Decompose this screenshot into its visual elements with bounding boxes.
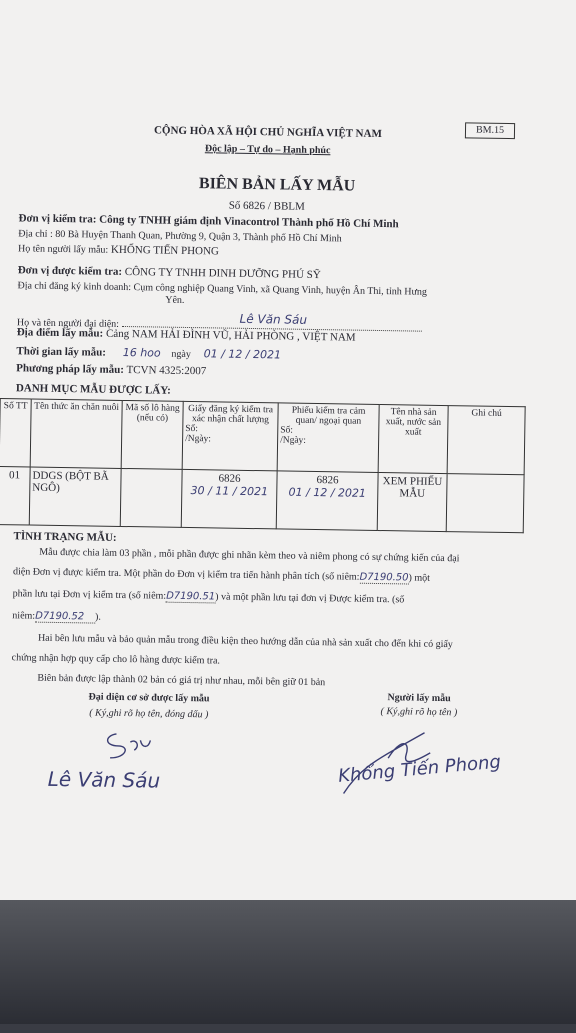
inspector-org-line bbox=[18, 212, 398, 230]
header-lot: Mã số lô hàng (nếu có) bbox=[121, 400, 183, 469]
header-motto: Độc lập – Tự do – Hạnh phúc bbox=[204, 143, 331, 157]
sample-table bbox=[0, 398, 526, 533]
header-name: Tên thức ăn chăn nuôi bbox=[30, 399, 122, 468]
status-line-6: chứng nhận hợp quy cấp cho lô hàng được kiểm tra. bbox=[11, 652, 221, 667]
header-check: Phiếu kiểm tra cảm quan/ ngoại quan Số: /Ngày: bbox=[277, 403, 379, 473]
left-signature-mark bbox=[96, 730, 157, 765]
cell-stt: 01 bbox=[0, 467, 30, 525]
business-address-cont: Yên. bbox=[165, 294, 185, 306]
cell-producer: XEM PHIẾU MẪU bbox=[377, 472, 447, 531]
header-reg-ngay: /Ngày: bbox=[185, 433, 212, 445]
sampler-name: KHỔNG TIẾN PHONG bbox=[110, 243, 220, 258]
form-code: BM.15 bbox=[475, 124, 505, 136]
inspected-org-label: Đơn vị được kiểm tra: bbox=[17, 264, 123, 278]
seal-2: D7190.51 bbox=[166, 590, 216, 603]
method-line bbox=[16, 362, 206, 377]
header-check-so: Số: bbox=[280, 425, 294, 436]
sign-left-note: ( Ký,ghi rõ họ tên, đóng dấu ) bbox=[89, 707, 209, 721]
cell-reg-no: 6826 bbox=[218, 472, 241, 485]
page-title: BIÊN BẢN LẤY MẪU bbox=[198, 175, 356, 195]
left-signer-name: Lê Văn Sáu bbox=[47, 766, 161, 793]
sign-right-title: Người lấy mẫu bbox=[387, 692, 451, 705]
status-line-3: phần lưu tại Đơn vị kiểm tra (số niêm:D7190.51) và một phần lưu tại đơn vị Được kiểm tra. (số bbox=[12, 588, 405, 606]
cell-check-no: 6826 bbox=[316, 474, 339, 487]
status-line-4: niêm:D7190.52 ). bbox=[12, 610, 102, 623]
date-value: 01 / 12 / 2021 bbox=[203, 347, 282, 362]
method-label: Phương pháp lấy mẫu: bbox=[16, 362, 125, 376]
table-row bbox=[0, 467, 524, 533]
table-header-row bbox=[0, 399, 525, 475]
time-label: Thời gian lấy mẫu: bbox=[16, 345, 107, 359]
inspector-org-label: Đơn vị kiểm tra: bbox=[18, 212, 97, 226]
sign-right-note: ( Ký,ghi rõ họ tên ) bbox=[380, 706, 458, 719]
header-registration: Giấy đăng ký kiểm tra xác nhận chất lượng Số: /Ngày: bbox=[182, 401, 278, 470]
date-label: ngày bbox=[171, 348, 191, 361]
inspected-org-line bbox=[18, 264, 321, 281]
header-country: CỘNG HÒA XÃ HỘI CHỦ NGHĨA VIỆT NAM bbox=[153, 124, 382, 141]
list-title: DANH MỤC MẪU ĐƯỢC LẤY: bbox=[15, 382, 171, 397]
sampler-line bbox=[18, 242, 219, 257]
time-line bbox=[16, 344, 281, 361]
cell-registration bbox=[181, 469, 277, 528]
sign-left-title: Đại diện cơ sở được lấy mẫu bbox=[88, 691, 210, 705]
sampler-label: Họ tên người lấy mẫu: bbox=[18, 243, 109, 256]
form-code-box bbox=[465, 122, 515, 139]
status-line-1: Mẫu được chia làm 03 phần , mỗi phần được ghi nhãn kèm theo và niêm phong có sự chứng kiến của đại bbox=[39, 546, 460, 565]
business-address: Địa chỉ đăng ký kinh doanh: Cụm công nghiệp Quang Vinh, xã Quang Vinh, huyện Ân Thi, tỉnh Hưng bbox=[17, 280, 428, 298]
header-check-ngay: /Ngày: bbox=[280, 435, 307, 446]
cell-note bbox=[446, 474, 524, 533]
header-reg-so: Số: bbox=[185, 423, 199, 435]
header-note: Ghi chú bbox=[447, 406, 525, 475]
inspector-address: Địa chỉ : 80 Bà Huyện Thanh Quan, Phường 9, Quận 3, Thành phố Hồ Chí Minh bbox=[18, 228, 342, 245]
cell-lot bbox=[120, 468, 182, 527]
status-line-2: diện Đơn vị được kiểm tra. Một phần do Đơn vị kiểm tra tiến hành phân tích (số niêm:D7190.50) một bbox=[12, 566, 431, 584]
method: TCVN 4325:2007 bbox=[126, 364, 207, 378]
status-line-5: Hai bên lưu mẫu và bảo quản mẫu trong điều kiện theo hướng dẫn của nhà sản xuất cho đến khi có giấy bbox=[37, 632, 453, 651]
status-line-7: Biên bản được lập thành 02 bản có giá trị như nhau, mỗi bên giữ 01 bản bbox=[37, 672, 326, 689]
right-signer-name: Khổng Tiến Phong bbox=[337, 751, 502, 787]
time-value: 16 hoo bbox=[122, 345, 161, 360]
cell-check bbox=[276, 471, 378, 531]
location-label: Địa điểm lấy mẫu: bbox=[16, 326, 104, 340]
inspected-org: CÔNG TY TNHH DINH DƯỠNG PHÚ SỸ bbox=[124, 265, 321, 282]
status-title: TÌNH TRẠNG MẪU: bbox=[13, 530, 117, 544]
cell-reg-date: 30 / 11 / 2021 bbox=[190, 484, 269, 499]
location: Cảng NAM HẢI ĐÌNH VŨ, HẢI PHÒNG , VIỆT NAM bbox=[105, 327, 356, 344]
record-number: Số 6826 / BBLM bbox=[228, 199, 305, 213]
seal-1: D7190.50 bbox=[359, 571, 409, 584]
cell-name: DDGS (BỘT BÃ NGÔ) bbox=[29, 467, 121, 526]
header-producer: Tên nhà sản xuất, nước sản xuất bbox=[378, 405, 448, 474]
representative-label: Họ và tên người đại diện: bbox=[16, 317, 120, 330]
cell-check-date: 01 / 12 / 2021 bbox=[288, 485, 367, 500]
seal-3: D7190.52 bbox=[35, 611, 95, 624]
representative-name: Lê Văn Sáu bbox=[239, 311, 308, 327]
inspector-org: Công ty TNHH giám định Vinacontrol Thành phố Hồ Chí Minh bbox=[99, 213, 399, 231]
header-stt: Số TT bbox=[0, 399, 31, 467]
